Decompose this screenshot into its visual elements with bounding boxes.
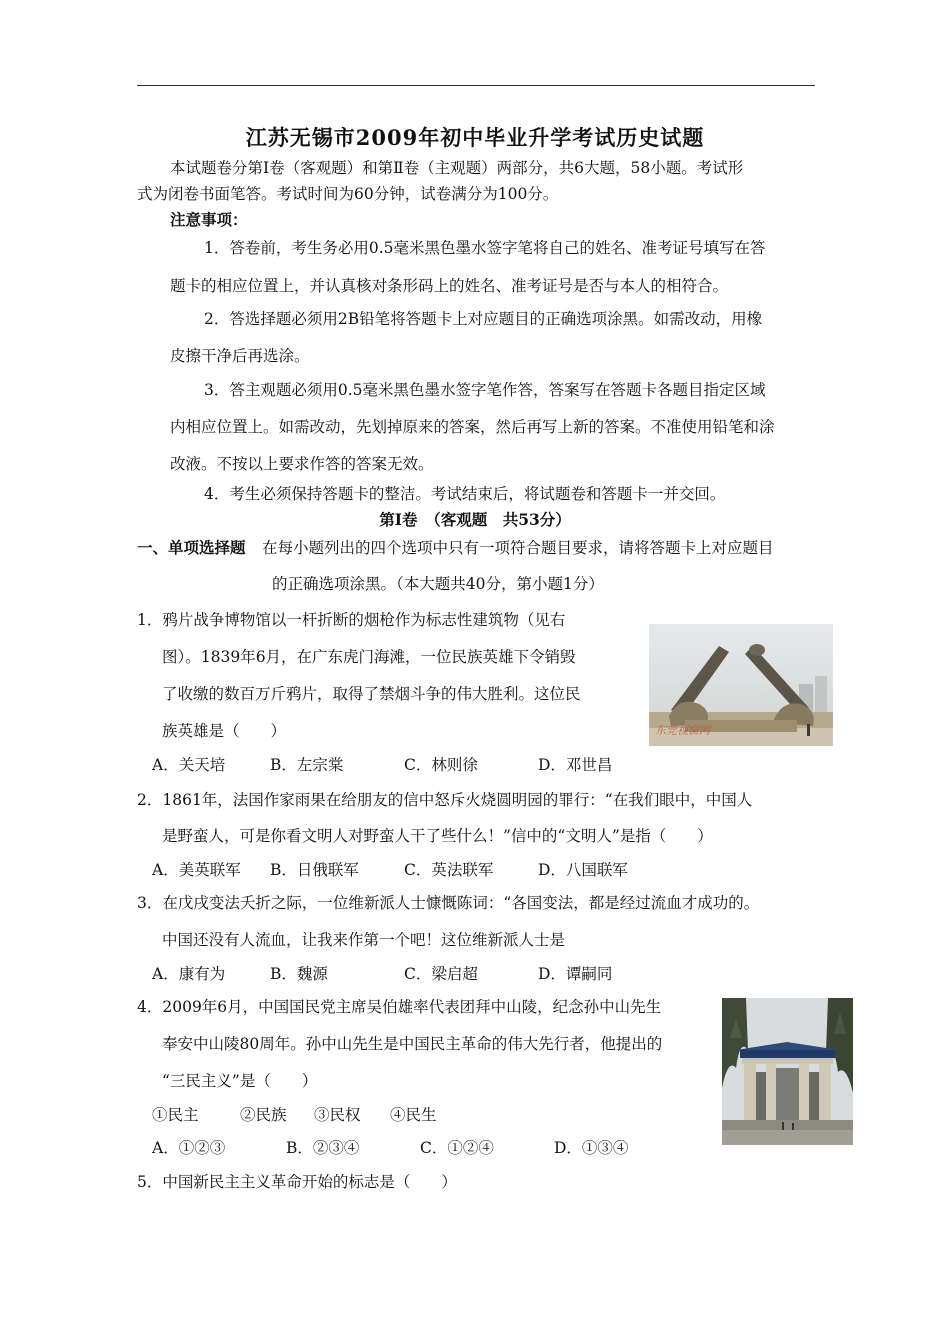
question-3-line-1: 3．在戊戌变法夭折之际，一位维新派人士慷慨陈词：“各国变法，都是经过流血才成功的。	[137, 894, 760, 912]
question-4-item-1: ①民主	[152, 1106, 199, 1124]
intro-line-1: 本试题卷分第Ⅰ卷（客观题）和第Ⅱ卷（主观题）两部分，共6大题，58小题。考试形	[170, 159, 744, 177]
question-3-option-b: B．魏源	[270, 965, 328, 983]
question-4-item-2: ②民族	[240, 1106, 287, 1124]
question-3-option-d: D．谭嗣同	[538, 965, 613, 983]
photo-watermark: 东莞视窗网	[655, 724, 710, 737]
question-4-item-3: ③民权	[314, 1106, 361, 1124]
question-5-line-1: 5．中国新民主主义革命开始的标志是（ ）	[137, 1173, 457, 1191]
question-1-line-2: 图）。1839年6月，在广东虎门海滩，一位民族英雄下令销毁	[162, 648, 576, 666]
section-label: 一、单项选择题	[137, 538, 246, 557]
section-desc-line-1: 在每小题列出的四个选项中只有一项符合题目要求，请将答题卡上对应题目	[262, 539, 774, 557]
question-2-option-d: D．八国联军	[538, 861, 628, 879]
question-4-line-1: 4．2009年6月，中国国民党主席吴伯雄率代表团拜中山陵，纪念孙中山先生	[137, 998, 662, 1016]
part-1-heading: 第Ⅰ卷 （客观题 共53分）	[379, 510, 571, 529]
question-1-line-3: 了收缴的数百万斤鸦片，取得了禁烟斗争的伟大胜利。这位民	[162, 685, 581, 703]
sun-yat-sen-mausoleum-photo	[722, 998, 853, 1145]
question-1-option-b: B．左宗棠	[270, 756, 344, 774]
question-2-line-2: 是野蛮人，可是你看文明人对野蛮人干了些什么！”信中的“文明人”是指（ ）	[162, 827, 713, 845]
notice-item-1-line-2: 题卡的相应位置上，并认真核对条形码上的姓名、准考证号是否与本人的相符合。	[170, 277, 729, 295]
question-4-option-b: B．②③④	[286, 1139, 360, 1157]
question-3-line-2: 中国还没有人流血，让我来作第一个吧！这位维新派人士是	[162, 931, 566, 949]
question-3-option-a: A．康有为	[152, 965, 226, 983]
question-1-option-d: D．邓世昌	[538, 756, 613, 774]
opium-war-monument-photo	[649, 624, 833, 746]
question-2-option-c: C．英法联军	[404, 861, 494, 879]
notice-item-3-line-1: 3．答主观题必须用0.5毫米黑色墨水签字笔作答，答案写在答题卡各题目指定区域	[204, 381, 766, 399]
question-2-line-1: 2．1861年，法国作家雨果在给朋友的信中怒斥火烧圆明园的罪行：“在我们眼中，中国人	[137, 791, 753, 809]
question-1-option-a: A．关天培	[152, 756, 226, 774]
question-4-option-d: D．①③④	[554, 1139, 629, 1157]
notice-item-4-line-1: 4．考生必须保持答题卡的整洁。考试结束后，将试题卷和答题卡一并交回。	[204, 485, 726, 503]
question-4-line-2: 奉安中山陵80周年。孙中山先生是中国民主革命的伟大先行者，他提出的	[162, 1035, 663, 1053]
question-4-option-a: A．①②③	[152, 1139, 226, 1157]
question-3-option-c: C．梁启超	[404, 965, 478, 983]
notice-heading: 注意事项：	[170, 210, 248, 229]
header-rule	[137, 85, 815, 86]
notice-item-1-line-1: 1．答卷前，考生务必用0.5毫米黑色墨水签字笔将自己的姓名、准考证号填写在答	[204, 239, 766, 257]
page-title: 江苏无锡市2009年初中毕业升学考试历史试题	[245, 125, 705, 150]
question-2-option-b: B．日俄联军	[270, 861, 359, 879]
question-4-item-4: ④民生	[390, 1106, 437, 1124]
question-1-option-c: C．林则徐	[404, 756, 478, 774]
notice-item-2-line-1: 2．答选择题必须用2B铅笔将答题卡上对应题目的正确选项涂黑。如需改动，用橡	[204, 310, 763, 328]
question-1-line-1: 1．鸦片战争博物馆以一杆折断的烟枪作为标志性建筑物（见右	[137, 611, 566, 629]
question-2-option-a: A．美英联军	[152, 861, 241, 879]
intro-line-2: 式为闭卷书面笔答。考试时间为60分钟，试卷满分为100分。	[137, 185, 559, 203]
question-4-line-3: “三民主义”是（ ）	[162, 1072, 318, 1090]
section-desc-line-2: 的正确选项涂黑。（本大题共40分，第小题1分）	[272, 575, 604, 593]
notice-item-3-line-2: 内相应位置上。如需改动，先划掉原来的答案，然后再写上新的答案。不准使用铅笔和涂	[170, 418, 775, 436]
notice-item-2-line-2: 皮擦干净后再选涂。	[170, 347, 310, 365]
question-4-option-c: C．①②④	[420, 1139, 494, 1157]
mausoleum-archway-icon	[722, 998, 853, 1145]
notice-item-3-line-3: 改液。不按以上要求作答的答案无效。	[170, 455, 434, 473]
question-1-line-4: 族英雄是（ ）	[162, 722, 287, 740]
